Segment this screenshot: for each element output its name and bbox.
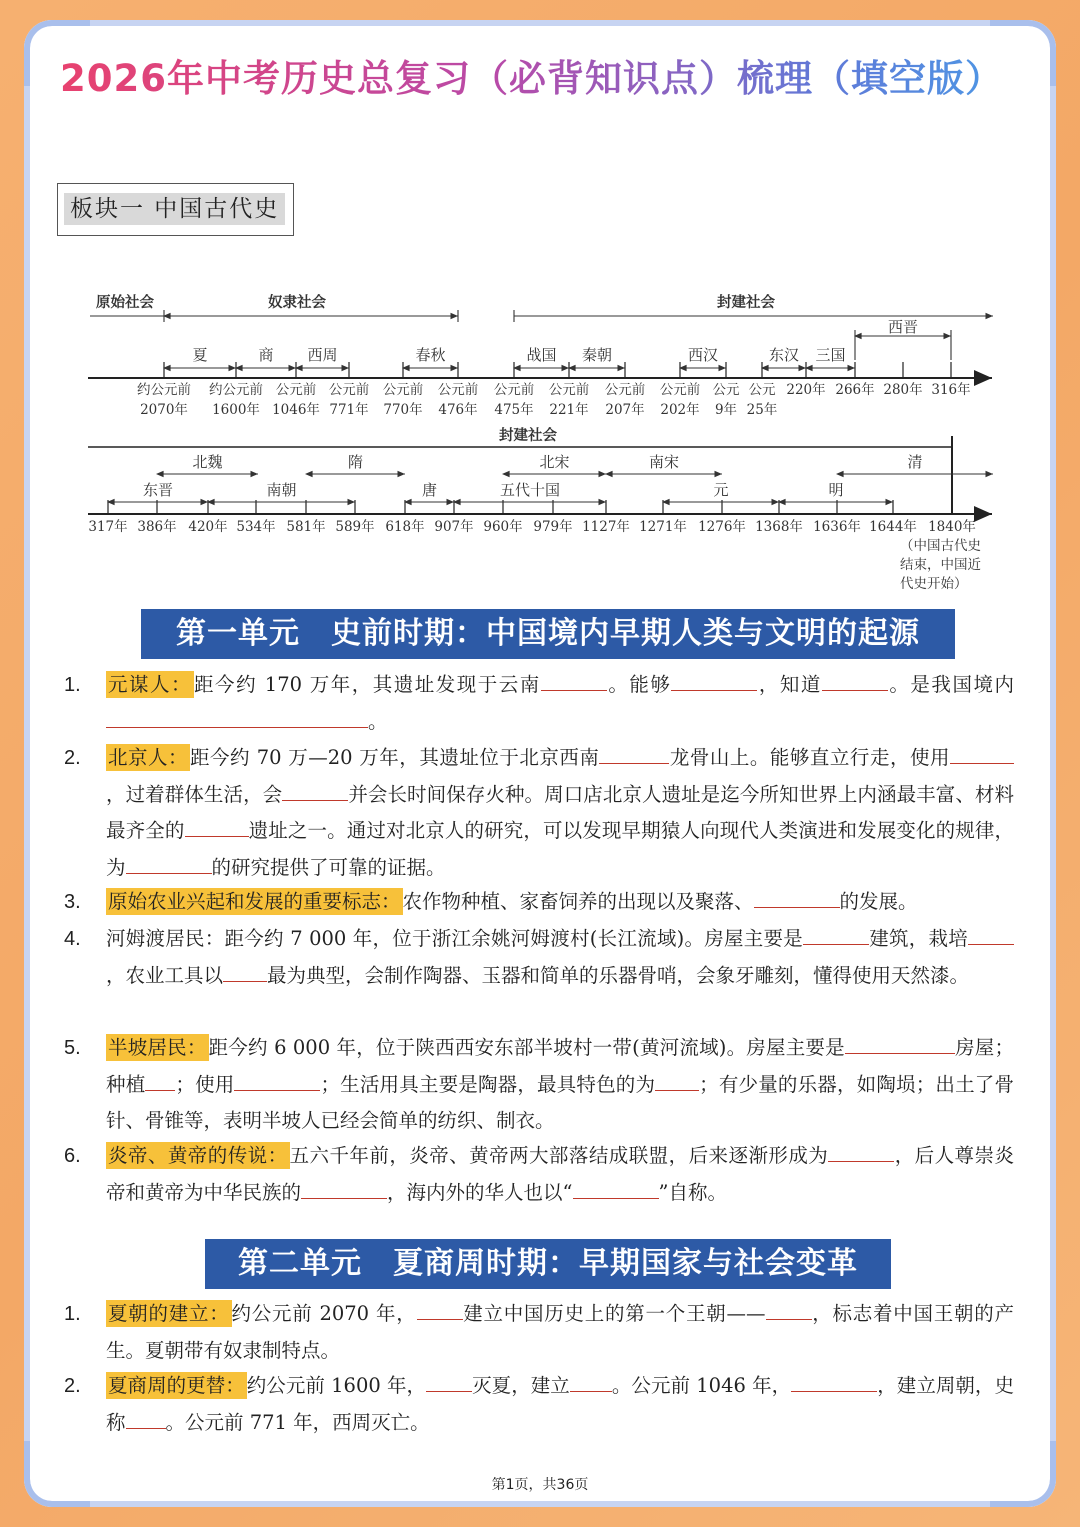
tick-label: 475年: [494, 402, 534, 418]
item-text-part: 灭夏，建立: [472, 1374, 570, 1397]
item-text-part: ，后人尊崇炎帝和黄帝为中华民族的: [106, 1144, 1014, 1204]
fill-blank[interactable]: [573, 1178, 659, 1199]
item-text-part: ；生活用具主要是陶器，最具特色的为: [320, 1072, 656, 1096]
tick-label: 771年: [329, 402, 369, 418]
tick-label: 221年: [549, 402, 589, 418]
tick-label: 公元前: [437, 382, 479, 398]
highlighted-term: 半坡居民：: [108, 1036, 207, 1059]
list-item: [64, 1296, 1014, 1369]
timeline-top: [88, 293, 993, 418]
item-text-part: 。是我国境内: [887, 673, 1014, 696]
list-item: [64, 1138, 1014, 1211]
tick-label: 1276年: [698, 519, 746, 535]
item-number: 3.: [64, 891, 81, 913]
tick-label: 1600年: [212, 402, 260, 418]
era-label: 奴隶社会: [268, 294, 326, 311]
item-number: 1.: [64, 674, 81, 696]
section-label: 板块一 中国古代史: [64, 193, 285, 225]
list-item: [64, 740, 1014, 886]
item-text-part: 遗址之一。通过对北京人的研究，可以发现早期猿人向现代人类演进和发展变化的规律，为: [106, 819, 1014, 879]
fill-blank[interactable]: [126, 1408, 166, 1429]
fill-blank[interactable]: [185, 816, 249, 837]
tick-label: 约公元前: [209, 382, 263, 398]
item-text-part: 农作物种植、家畜饲养的出现以及聚落、: [402, 890, 754, 913]
item-text-part: 距今约 170 万年，其遗址发现于云南: [194, 673, 541, 696]
item-text-part: 。公元前 771 年，西周灭亡。: [165, 1410, 430, 1434]
tick-label: 534年: [236, 519, 276, 535]
item-text-part: 龙骨山上。能够直立行走，使用: [669, 746, 950, 769]
highlighted-term: 夏朝的建立：: [108, 1302, 230, 1325]
item-text-part: 并会长时间保存火种。周口店北京人遗址是迄今所知世界上内涵最丰富、材料最齐全的: [106, 782, 1014, 842]
list-item: [64, 1030, 1014, 1140]
period-label: 唐: [421, 481, 438, 499]
period-label: 北宋: [539, 453, 570, 471]
tick-label: 1840年: [928, 519, 976, 535]
tick-label: 581年: [286, 519, 326, 535]
tick-label: 公元前: [493, 382, 535, 398]
tick-label: 25年: [746, 402, 778, 418]
tick-label: 386年: [137, 519, 177, 535]
fill-blank[interactable]: [950, 743, 1014, 764]
timeline-bottom: [88, 426, 993, 592]
tick-label: 公元前: [275, 382, 317, 398]
fill-blank[interactable]: [599, 743, 669, 764]
tick-label: 589年: [335, 519, 375, 535]
tick-label: 1046年: [272, 402, 320, 418]
fill-blank[interactable]: [145, 1070, 175, 1091]
fill-blank[interactable]: [282, 780, 348, 801]
item-text: [106, 1138, 1014, 1211]
period-label: 夏: [192, 346, 208, 364]
list-item: [64, 1368, 1014, 1441]
highlighted-term: 北京人：: [108, 746, 189, 769]
highlighted-term: 炎帝、黄帝的传说：: [108, 1144, 288, 1167]
tick-label: 1636年: [813, 519, 861, 535]
tick-label: 202年: [660, 402, 700, 418]
fill-blank[interactable]: [541, 670, 607, 691]
tick-label: 公元前: [604, 382, 646, 398]
item-text: [106, 1296, 1014, 1369]
item-number: 6.: [64, 1145, 81, 1167]
fill-blank[interactable]: [754, 887, 840, 908]
item-text-part: ，建立周朝，史称: [106, 1374, 1014, 1434]
period-label: 三国: [815, 346, 846, 364]
tick-label: 317年: [88, 519, 128, 535]
period-label: 东汉: [768, 346, 800, 364]
period-label: 东晋: [142, 481, 174, 499]
item-text-part: 建筑，栽培: [868, 927, 968, 950]
item-text-part: 五六千年前，炎帝、黄帝两大部落结成联盟，后来逐渐形成为: [289, 1144, 829, 1167]
item-text-part: 。: [368, 709, 388, 733]
item-text-part: ，知道: [757, 673, 822, 696]
tick-label: 618年: [385, 519, 425, 535]
tick-label: 220年: [786, 382, 826, 398]
fill-blank[interactable]: [426, 1371, 472, 1392]
item-number: 1.: [64, 1303, 81, 1325]
period-label: 秦朝: [581, 346, 613, 364]
era-label: 封建社会: [499, 427, 557, 444]
period-label: 隋: [347, 453, 364, 471]
fill-blank[interactable]: [234, 1070, 320, 1091]
item-number: 5.: [64, 1037, 81, 1059]
tick-label: 公元前: [659, 382, 701, 398]
period-label: 西周: [307, 346, 338, 364]
item-text-part: ；使用: [175, 1072, 235, 1096]
unit2-banner: 第二单元 夏商周时期：早期国家与社会变革: [205, 1239, 891, 1289]
fill-blank[interactable]: [570, 1371, 612, 1392]
item-number: 2.: [64, 1375, 81, 1397]
item-text-part: ；有少量的乐器，如陶埙；出土了骨针、骨锥等，表明半坡人已经会简单的纺织、制衣。: [106, 1072, 1014, 1132]
tick-label: 1127年: [582, 519, 630, 535]
fill-blank[interactable]: [223, 961, 267, 982]
period-label: 西汉: [687, 346, 719, 364]
item-text-part: ，标志着中国王朝的产生。夏朝带有奴隶制特点。: [106, 1302, 1014, 1362]
tick-label: 公元: [712, 382, 740, 398]
fill-blank[interactable]: [828, 1141, 894, 1162]
item-number: 2.: [64, 747, 81, 769]
item-text-part: 河姆渡居民：距今约 7 000 年，位于浙江余姚河姆渡村(长江流域)。房屋主要是: [106, 927, 803, 950]
period-label: 北魏: [192, 453, 223, 471]
item-text-part: 的发展。: [839, 890, 918, 913]
tick-label: 979年: [533, 519, 573, 535]
item-text-part: ，农业工具以: [106, 963, 224, 987]
item-text-part: 距今约 70 万—20 万年，其遗址位于北京西南: [190, 746, 600, 769]
history-timeline: [0, 0, 1080, 600]
fill-blank[interactable]: [301, 1178, 387, 1199]
fill-blank[interactable]: [845, 1033, 955, 1054]
item-text: [106, 921, 1014, 994]
fill-blank[interactable]: [822, 670, 888, 691]
item-text: [106, 1368, 1014, 1441]
item-text-part: ，过着群体生活，会: [106, 782, 283, 806]
fill-blank[interactable]: [655, 1070, 699, 1091]
fill-blank[interactable]: [791, 1371, 877, 1392]
item-text: [106, 1030, 1014, 1140]
item-text-part: 最为典型，会制作陶器、玉器和简单的乐器骨哨，会象牙雕刻，懂得使用天然漆。: [267, 963, 970, 987]
item-text-part: 建立中国历史上的第一个王朝——: [462, 1302, 766, 1325]
fill-blank[interactable]: [803, 924, 869, 945]
item-text-part: ”自称。: [658, 1180, 727, 1204]
item-text-part: 距今约 6 000 年，位于陕西西安东部半坡村一带(黄河流域)。房屋主要是: [208, 1036, 845, 1059]
tick-label: 1271年: [639, 519, 687, 535]
item-number: 4.: [64, 928, 81, 950]
period-label: 元: [713, 481, 729, 499]
period-label: 南朝: [266, 481, 297, 499]
tick-label: 公元前: [382, 382, 424, 398]
end-note: 代史开始）: [900, 576, 968, 592]
item-text-part: 。公元前 1046 年，: [611, 1374, 792, 1397]
item-text-part: 约公元前 1600 年，: [246, 1374, 427, 1397]
period-label: 春秋: [415, 346, 446, 364]
tick-label: 907年: [434, 519, 474, 535]
tick-label: 1368年: [755, 519, 803, 535]
fill-blank[interactable]: [106, 707, 368, 728]
tick-label: 316年: [931, 382, 971, 398]
era-label: 原始社会: [96, 294, 154, 311]
highlighted-term: 元谋人：: [108, 673, 193, 696]
end-note: （中国古代史: [900, 538, 981, 554]
highlighted-term: 夏商周的更替：: [108, 1374, 245, 1397]
tick-label: 公元: [748, 382, 776, 398]
item-text-part: 约公元前 2070 年，: [231, 1302, 417, 1325]
period-label: 战国: [526, 346, 557, 364]
period-label: 西晋: [887, 318, 919, 336]
list-item: [64, 921, 1014, 994]
tick-label: 770年: [383, 402, 423, 418]
era-label: 封建社会: [717, 294, 775, 311]
fill-blank[interactable]: [766, 1299, 812, 1320]
fill-blank[interactable]: [126, 853, 212, 874]
highlighted-term: 原始农业兴起和发展的重要标志：: [108, 890, 401, 913]
tick-label: 960年: [483, 519, 523, 535]
unit1-banner: 第一单元 史前时期：中国境内早期人类与文明的起源: [141, 609, 955, 659]
item-text: [106, 667, 1014, 740]
tick-label: 476年: [438, 402, 478, 418]
tick-label: 2070年: [140, 402, 188, 418]
period-label: 清: [907, 453, 923, 471]
list-item: [64, 884, 1014, 921]
page-number: 第1页，共36页: [491, 1477, 589, 1493]
tick-label: 公元前: [548, 382, 590, 398]
tick-label: 1644年: [869, 519, 917, 535]
period-label: 明: [828, 481, 844, 499]
item-text-part: 的研究提供了可靠的证据。: [211, 855, 446, 879]
item-text-part: 房屋；种植: [106, 1036, 1014, 1096]
tick-label: 266年: [835, 382, 875, 398]
tick-label: 420年: [188, 519, 228, 535]
tick-label: 280年: [883, 382, 923, 398]
period-label: 商: [258, 346, 274, 364]
end-note: 结束，中国近: [900, 557, 981, 573]
tick-label: 公元前: [328, 382, 370, 398]
item-text: [106, 884, 1014, 921]
fill-blank[interactable]: [417, 1299, 463, 1320]
tick-label: 207年: [605, 402, 645, 418]
item-text-part: 。能够: [606, 673, 672, 696]
tick-label: 约公元前: [137, 382, 191, 398]
tick-label: 9年: [714, 402, 738, 418]
list-item: [64, 667, 1014, 740]
fill-blank[interactable]: [671, 670, 757, 691]
page-title: 2026年中考历史总复习（必背知识点）梳理（填空版）: [60, 48, 1020, 102]
period-label: 五代十国: [499, 481, 561, 499]
item-text-part: ，海内外的华人也以“: [387, 1180, 573, 1204]
item-text: [106, 740, 1014, 886]
fill-blank[interactable]: [968, 924, 1014, 945]
period-label: 南宋: [648, 453, 680, 471]
